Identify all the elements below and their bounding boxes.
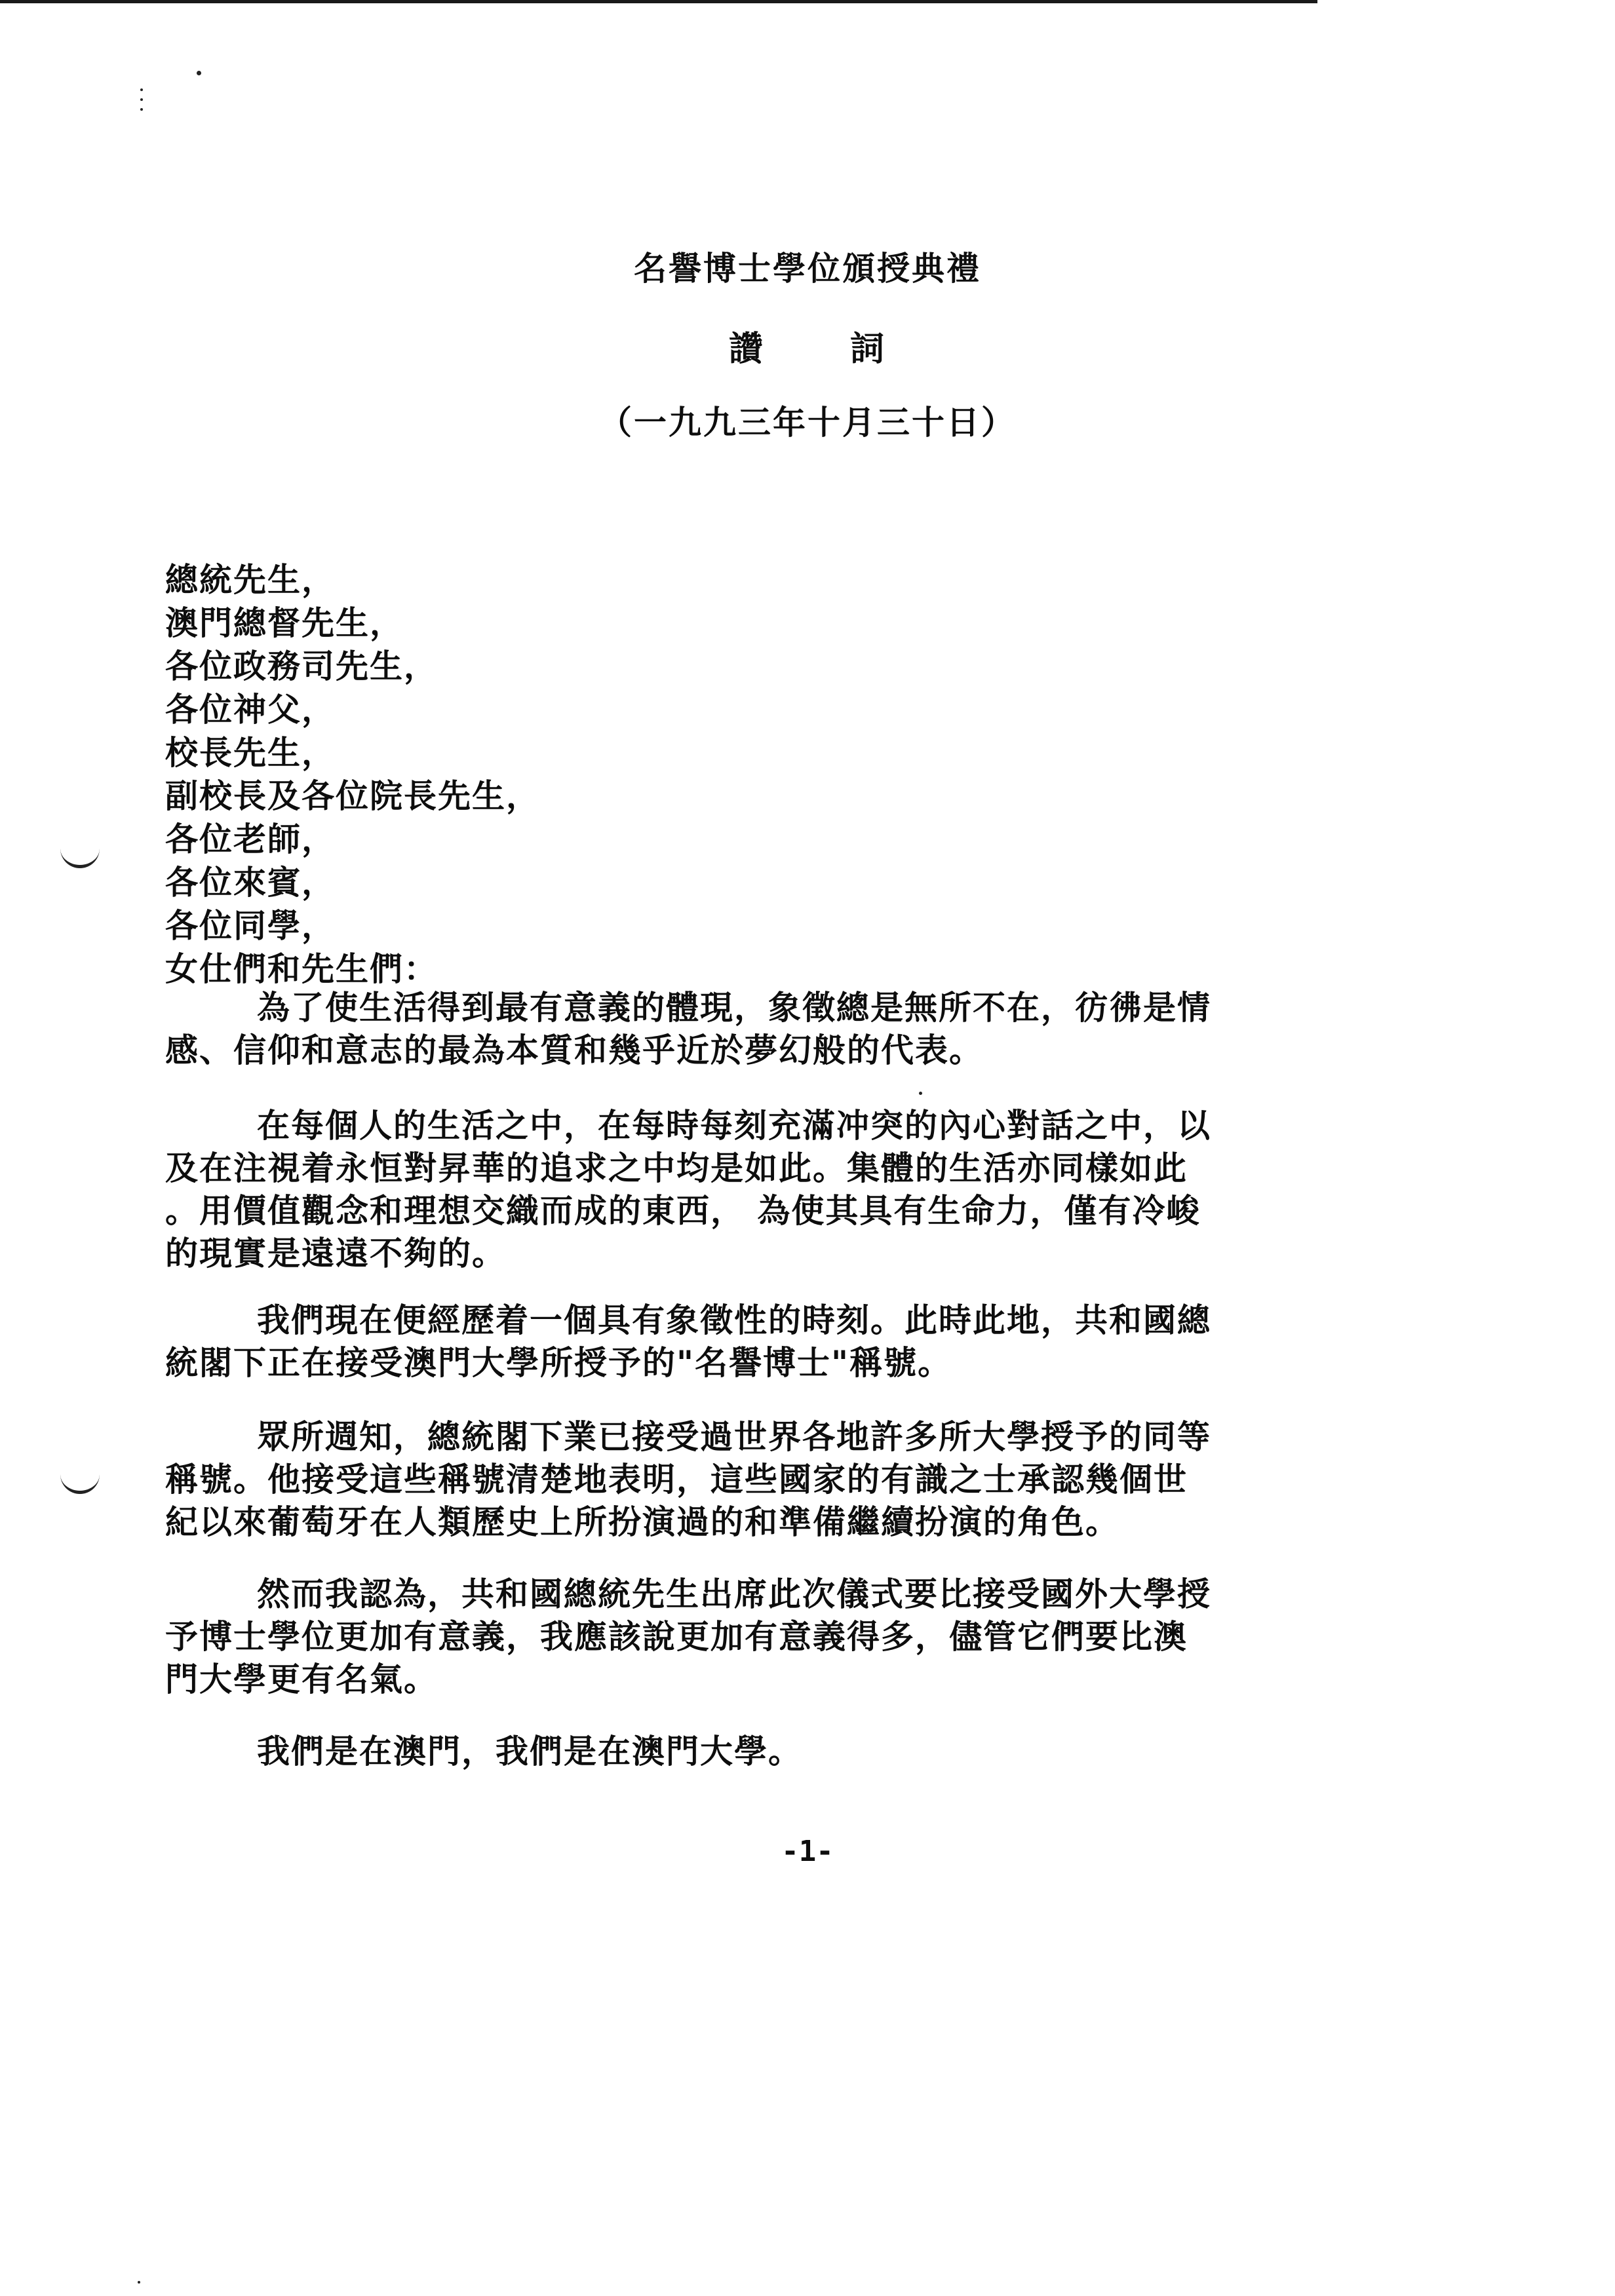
page-number: -1- xyxy=(781,1835,834,1868)
paragraph-line: 眾所週知，總統閣下業已接受過世界各地許多所大學授予的同等 xyxy=(257,1417,1211,1456)
paragraph-2 xyxy=(165,1104,1476,1274)
paragraph-line: 為了使生活得到最有意義的體現，象徵總是無所不在，彷彿是情 xyxy=(257,988,1211,1027)
binder-hole-mark xyxy=(60,1471,100,1494)
subtitle-char: 讚 xyxy=(728,329,765,369)
document-subtitle xyxy=(0,321,1615,370)
salutation-line: 副校長及各位院長先生， xyxy=(165,776,540,815)
salutation-line: 校長先生， xyxy=(165,733,336,772)
paragraph-line: 予博士學位更加有意義，我應該說更加有意義得多，儘管它們要比澳 xyxy=(165,1617,1188,1656)
salutation-line: 各位政務司先生， xyxy=(165,647,438,685)
paragraph-line: 。用價值觀念和理想交織而成的東西， 為使其具有生命力，僅有冷峻 xyxy=(165,1191,1201,1230)
paragraph-line: 然而我認為，共和國總統先生出席此次儀式要比接受國外大學授 xyxy=(257,1575,1211,1613)
paragraph-line: 的現實是遠遠不夠的。 xyxy=(165,1234,506,1272)
salutation-list xyxy=(165,558,540,991)
paragraph-5 xyxy=(165,1573,1476,1700)
paragraph-6 xyxy=(165,1730,1476,1772)
paragraph-line: 門大學更有名氣。 xyxy=(165,1660,438,1698)
paragraph-1 xyxy=(165,986,1476,1071)
paragraph-line: 在每個人的生活之中，在每時每刻充滿冲突的內心對話之中，以 xyxy=(257,1106,1211,1145)
subtitle-char: 詞 xyxy=(850,329,887,369)
paragraph-line: 統閣下正在接受澳門大學所授予的"名譽博士"稱號。 xyxy=(165,1343,952,1382)
scan-speck xyxy=(140,88,143,91)
salutation-line: 總統先生， xyxy=(165,560,336,599)
scan-speck xyxy=(138,2281,140,2284)
binder-hole-mark xyxy=(60,845,100,868)
scan-speck xyxy=(197,71,201,75)
paragraph-line: 及在注視着永恒對昇華的追求之中均是如此。集體的生活亦同樣如此 xyxy=(165,1149,1188,1187)
salutation-line: 各位同學， xyxy=(165,906,336,945)
salutation-line: 各位老師， xyxy=(165,820,336,858)
salutation-line: 女仕們和先生們： xyxy=(165,949,438,988)
scan-speck xyxy=(919,1092,922,1095)
paragraph-line: 我們是在澳門，我們是在澳門大學。 xyxy=(257,1732,802,1770)
document-date: （一九九三年十月三十日） xyxy=(599,403,1016,442)
paragraph-line: 感、信仰和意志的最為本質和幾乎近於夢幻般的代表。 xyxy=(165,1031,983,1069)
salutation-line: 各位神父， xyxy=(165,690,336,729)
paragraph-line: 紀以來葡萄牙在人類歷史上所扮演過的和準備繼續扮演的角色。 xyxy=(165,1502,1119,1541)
salutation-line: 各位來賓， xyxy=(165,863,336,902)
document-title: 名譽博士學位頒授典禮 xyxy=(634,249,981,288)
paragraph-4 xyxy=(165,1415,1476,1543)
scan-speck xyxy=(140,108,143,111)
scan-speck xyxy=(140,98,143,101)
scan-top-edge-line xyxy=(0,0,1317,3)
paragraph-line: 我們現在便經歷着一個具有象徵性的時刻。此時此地，共和國總 xyxy=(257,1301,1211,1339)
salutation-line: 澳門總督先生， xyxy=(165,603,404,642)
paragraph-3 xyxy=(165,1299,1476,1384)
paragraph-line: 稱號。他接受這些稱號清楚地表明，這些國家的有識之士承認幾個世 xyxy=(165,1460,1188,1499)
